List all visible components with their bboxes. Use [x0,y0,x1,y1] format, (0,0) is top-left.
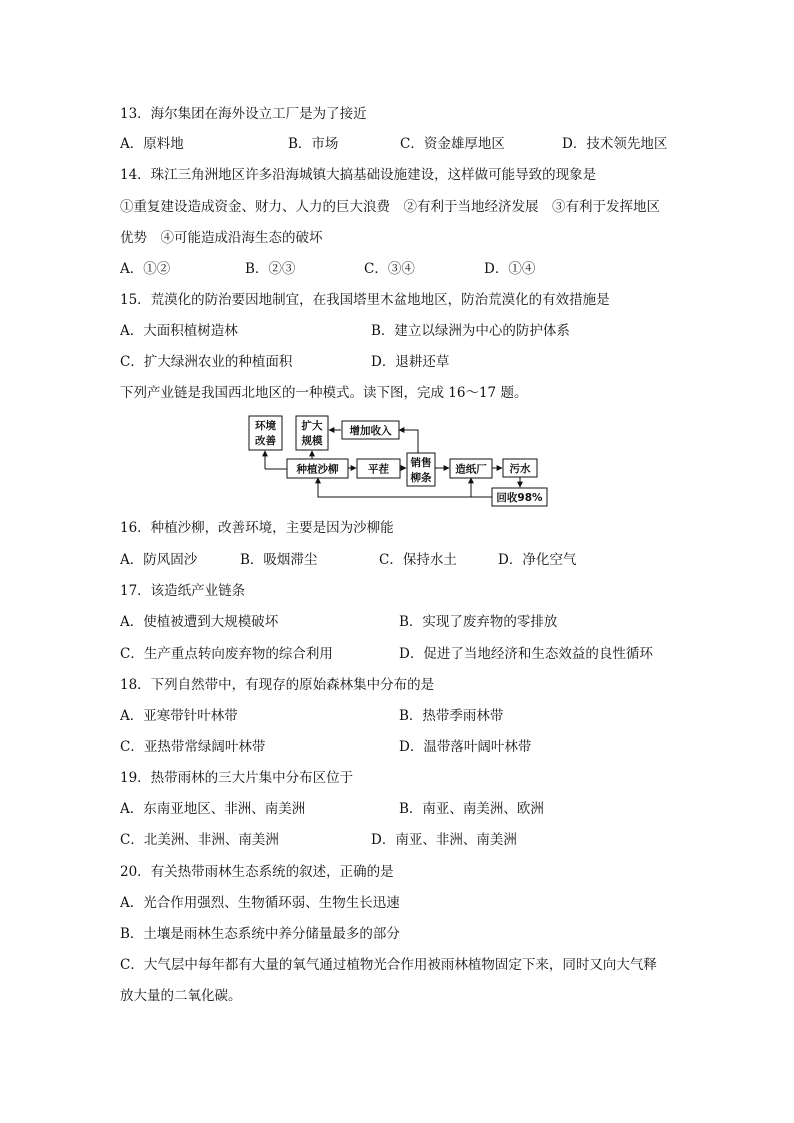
box-sewage [503,459,537,477]
svg-text:柳条: 柳条 [410,472,432,484]
q13-option-a: A．原料地 [120,136,184,152]
svg-text:造纸厂: 造纸厂 [455,463,487,476]
q15-option-b: B．建立以绿洲为中心的防护体系 [371,323,570,339]
q18-option-c: C．亚热带常绿阔叶林带 [120,739,266,755]
q17-option-b: B．实现了废弃物的零排放 [399,614,558,630]
q20-option-b: B．土壤是雨林生态系统中养分储量最多的部分 [120,926,400,942]
q14-option-a: A．①② [120,261,171,277]
svg-text:改善: 改善 [255,435,276,447]
q17-option-d: D．促进了当地经济和生态效益的良性循环 [399,646,653,662]
q15-option-c: C．扩大绿洲农业的种植面积 [120,354,293,370]
q18-stem: 18．下列自然带中，有现存的原始森林集中分布的是 [120,677,435,693]
q13-option-b: B．市场 [288,136,339,152]
q16-17-intro: 下列产业链是我国西北地区的一种模式。读下图，完成 16～17 题。 [120,385,528,401]
box-level-cut [357,459,400,478]
q19-option-b: B．南亚、南美洲、欧洲 [399,801,544,817]
q14-stem: 14．珠江三角洲地区许多沿海城镇大搞基础设施建设，这样做可能导致的现象是 [120,167,597,183]
q20-stem: 20．有关热带雨林生态系统的叙述，正确的是 [120,864,394,880]
q18-option-b: B．热带季雨林带 [399,708,504,724]
q16-option-d: D．净化空气 [498,552,577,568]
q15-option-a: A．大面积植树造林 [120,323,238,339]
svg-text:扩大: 扩大 [301,420,323,432]
q14-option-c: C．③④ [364,261,415,277]
q20-option-c-line-2: 放大量的二氧化碳。 [120,988,242,1004]
svg-text:种植沙柳: 种植沙柳 [296,463,339,476]
svg-text:平茬: 平茬 [368,463,389,476]
q16-option-a: A．防风固沙 [120,552,198,568]
q16-option-c: C．保持水土 [379,552,457,568]
q19-option-d: D．南亚、非洲、南美洲 [371,832,517,848]
q14-statement-line-1: ①重复建设造成资金、财力、人力的巨大浪费 ②有利于当地经济发展 ③有利于发挥地区 [120,199,660,215]
q13-option-c: C．资金雄厚地区 [400,136,505,152]
box-paper-mill [450,459,492,478]
q15-stem: 15．荒漠化的防治要因地制宜，在我国塔里木盆地地区，防治荒漠化的有效措施是 [120,292,610,308]
q14-statement-line-2: 优势 ④可能造成沿海生态的破坏 [120,230,323,246]
q13-option-d: D．技术领先地区 [562,136,668,152]
q19-option-c: C．北美洲、非洲、南美洲 [120,832,279,848]
box-plant-willow [287,459,348,478]
q18-option-d: D．温带落叶阔叶林带 [399,739,532,755]
box-env-improve [249,416,282,450]
q15-option-d: D．退耕还草 [371,354,450,370]
arrow-recycle-plant [318,478,492,497]
box-expand-scale [296,416,328,450]
q16-stem: 16．种植沙柳，改善环境，主要是因为沙柳能 [120,520,394,536]
q14-option-d: D．①④ [484,261,536,277]
q17-stem: 17．该造纸产业链条 [120,583,246,599]
q20-option-c-line-1: C．大气层中每年都有大量的氧气通过植物光合作用被雨林植物固定下来，同时又向大气释 [120,957,657,973]
svg-text:增加收入: 增加收入 [349,425,392,437]
q17-option-a: A．使植被遭到大规模破坏 [120,614,279,630]
q13-stem: 13．海尔集团在海外设立工厂是为了接近 [120,106,367,122]
svg-text:污水: 污水 [509,463,531,475]
box-recycle [492,488,547,506]
q16-option-b: B．吸烟滞尘 [240,552,318,568]
q14-option-b: B．②③ [245,261,296,277]
q17-option-c: C．生产重点转向废弃物的综合利用 [120,646,333,662]
svg-text:回收98%: 回收98% [496,492,543,504]
q19-stem: 19．热带雨林的三大片集中分布区位于 [120,770,354,786]
svg-text:环境: 环境 [255,420,276,432]
svg-text:销售: 销售 [410,457,432,469]
q18-option-a: A．亚寒带针叶林带 [120,708,238,724]
q20-option-a: A．光合作用强烈、生物循环弱、生物生长迅速 [120,895,400,911]
box-sell-wicker [407,453,435,486]
svg-text:规模: 规模 [301,435,323,447]
q19-option-a: A．东南亚地区、非洲、南美洲 [120,801,306,817]
box-increase-income [342,421,399,439]
industry-chain-diagram [245,413,550,508]
